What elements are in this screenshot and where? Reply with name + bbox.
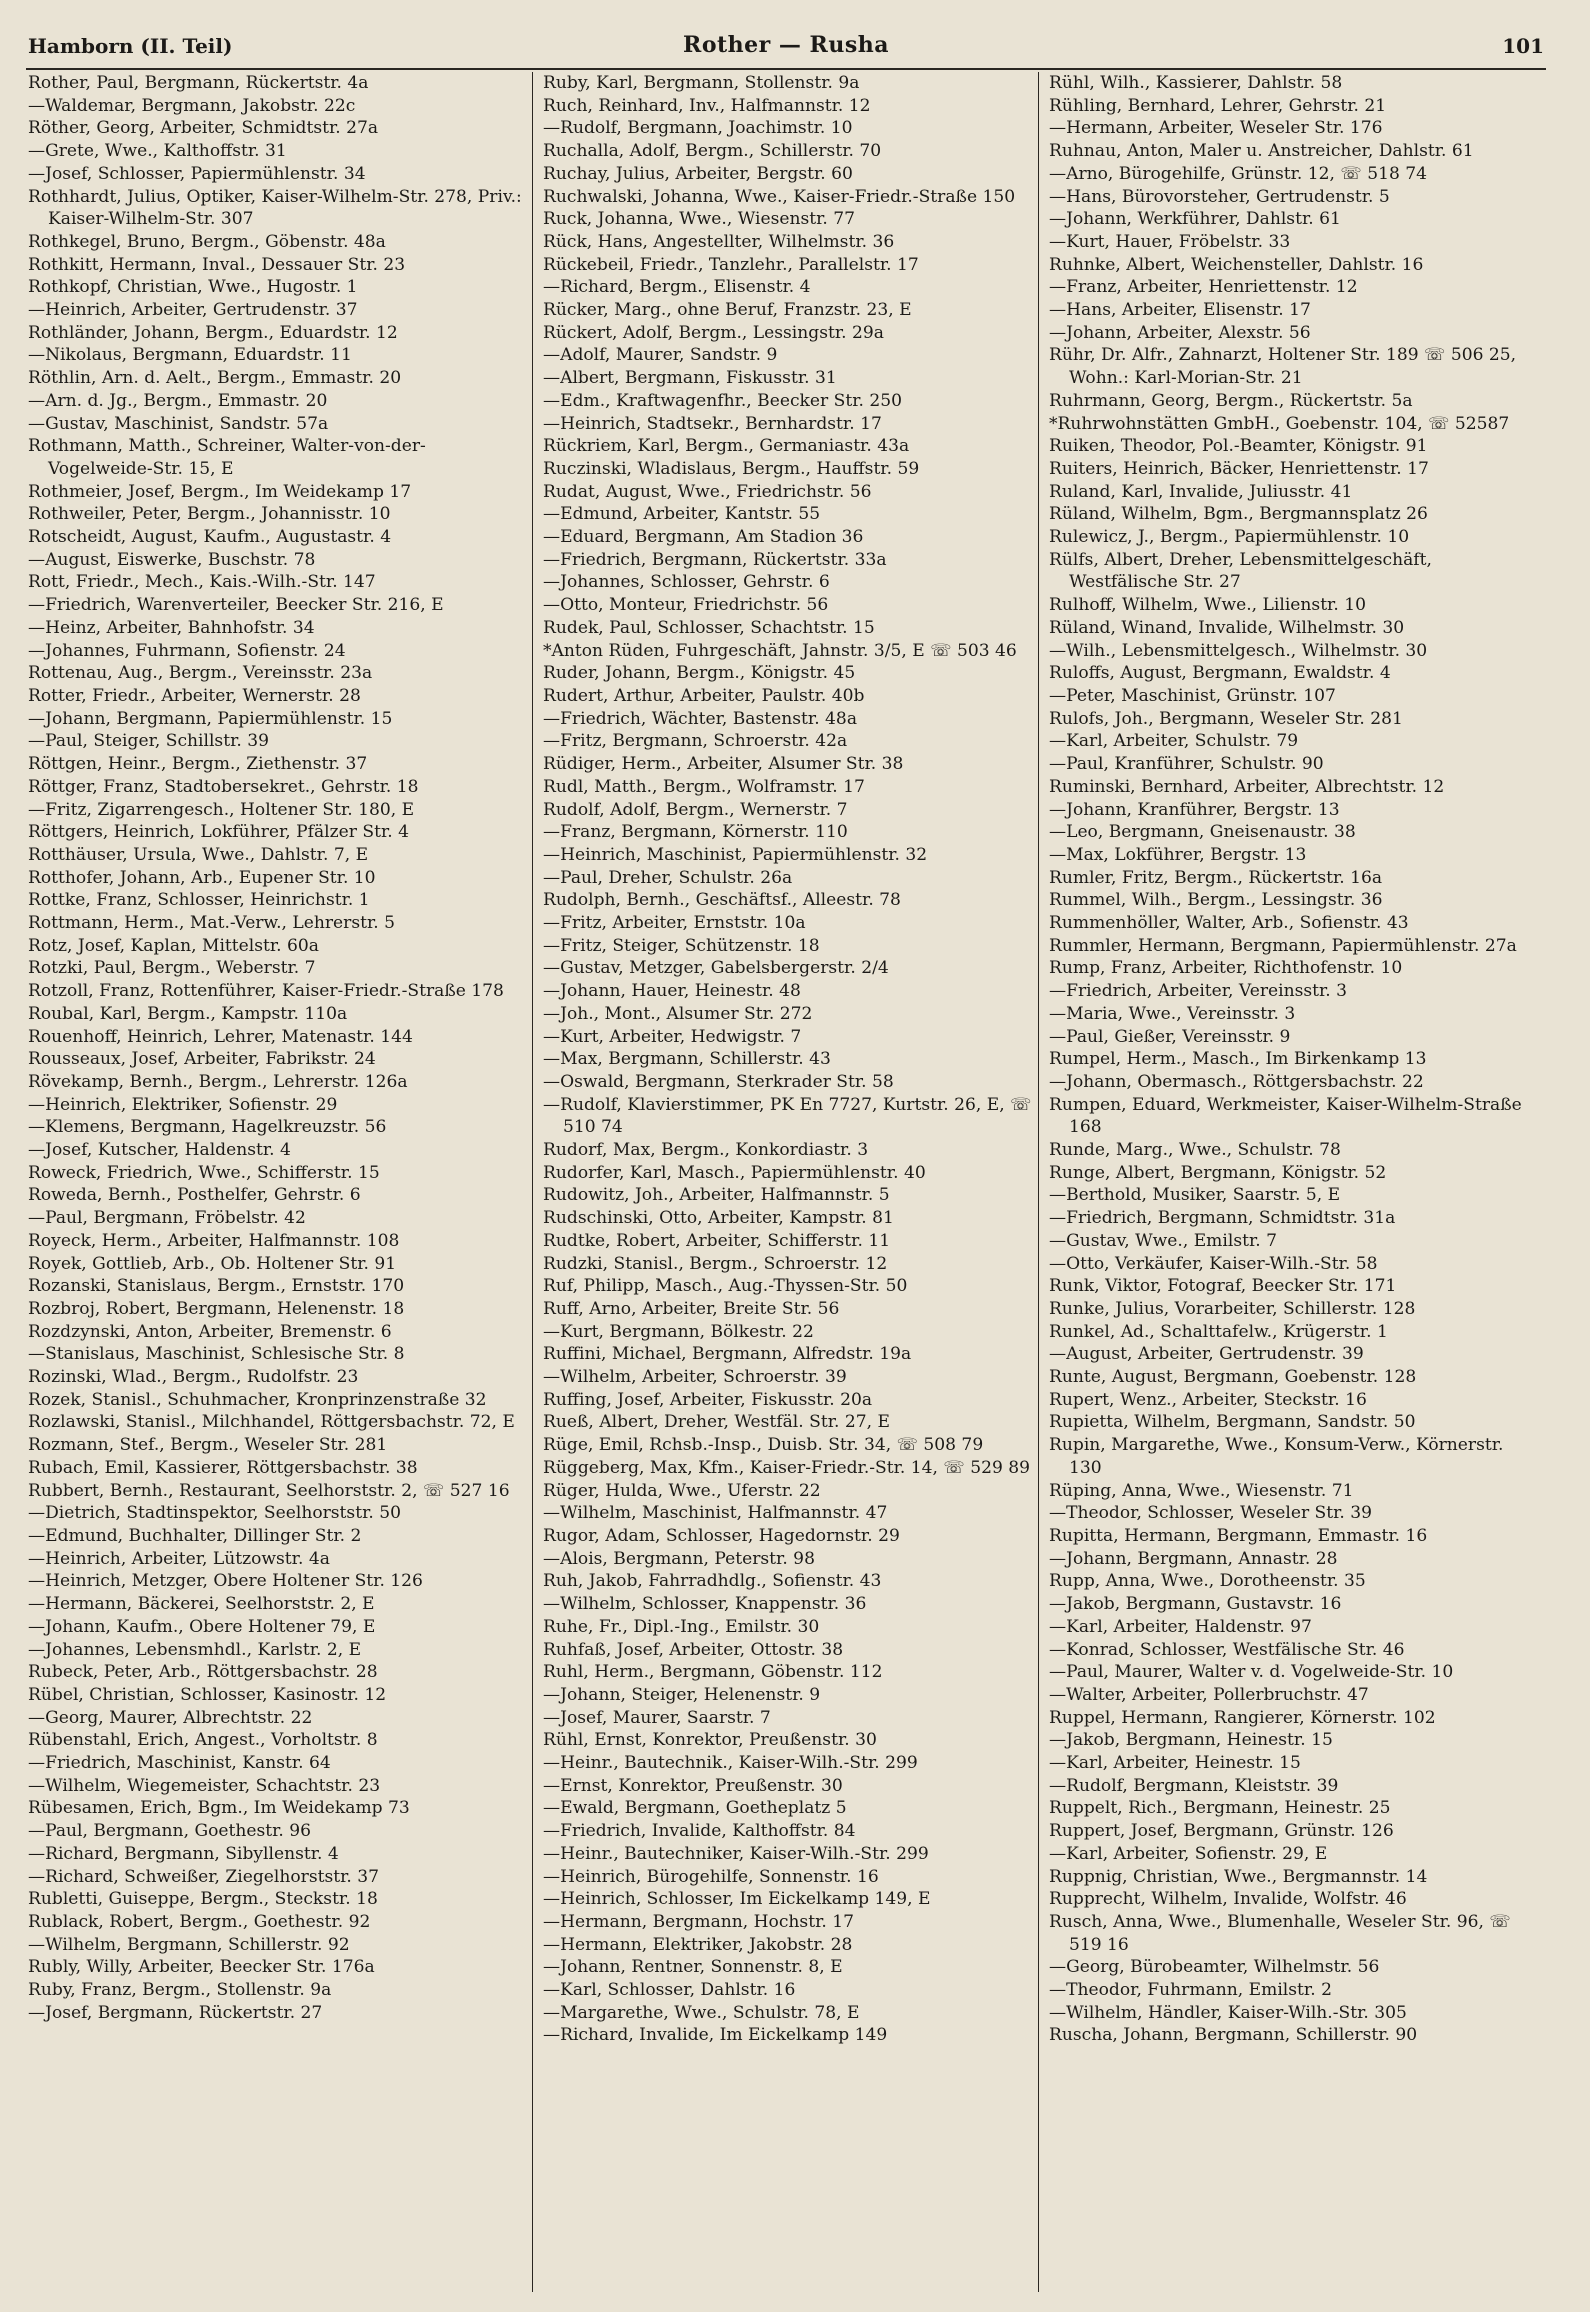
directory-entry: —Karl, Arbeiter, Sofienstr. 29, E <box>1049 1843 1328 1864</box>
directory-entry: —Friedrich, Maschinist, Kanstr. 64 <box>28 1753 331 1774</box>
directory-entry: —Johannes, Fuhrmann, Sofienstr. 24 <box>28 640 346 661</box>
directory-entry: Ruchay, Julius, Arbeiter, Bergstr. 60 <box>543 163 853 184</box>
directory-entry: Rublack, Robert, Bergm., Goethestr. 92 <box>28 1911 371 1932</box>
directory-entry: Ruh, Jakob, Fahrradhdlg., Sofienstr. 43 <box>543 1571 882 1592</box>
page-header <box>26 28 1546 70</box>
directory-entry: Ruppert, Josef, Bergmann, Grünstr. 126 <box>1049 1821 1394 1842</box>
directory-entry: Rüggeberg, Max, Kfm., Kaiser-Friedr.-Str. 14, ☏ 529 89 <box>543 1457 1031 1478</box>
directory-entry: —Friedrich, Arbeiter, Vereinsstr. 3 <box>1049 981 1348 1002</box>
directory-entry: Rudek, Paul, Schlosser, Schachtstr. 15 <box>543 617 875 638</box>
directory-entry: —Otto, Monteur, Friedrichstr. 56 <box>543 595 829 616</box>
directory-entry: —Heinrich, Metzger, Obere Holtener Str. 126 <box>28 1571 423 1592</box>
directory-entry: Rusch, Anna, Wwe., Blumenhalle, Weseler Str. 96, ☏ 519 16 <box>1049 1911 1511 1955</box>
directory-entry: —Friedrich, Invalide, Kalthoffstr. 84 <box>543 1821 856 1842</box>
directory-entry: Rothländer, Johann, Bergm., Eduardstr. 12 <box>28 322 398 343</box>
directory-entry: —Joh., Mont., Alsumer Str. 272 <box>543 1003 813 1024</box>
directory-entry: —Georg, Maurer, Albrechtstr. 22 <box>28 1707 313 1728</box>
directory-entry: Rubletti, Guiseppe, Bergm., Steckstr. 18 <box>28 1889 378 1910</box>
directory-entry: Ruchalla, Adolf, Bergm., Schillerstr. 70 <box>543 141 882 162</box>
directory-entry: Röther, Georg, Arbeiter, Schmidtstr. 27a <box>28 118 379 139</box>
directory-entry: —Albert, Bergmann, Fiskusstr. 31 <box>543 368 837 389</box>
directory-entry: —Max, Bergmann, Schillerstr. 43 <box>543 1049 831 1070</box>
directory-entry: Röttger, Franz, Stadtobersekret., Gehrstr. 18 <box>28 776 419 797</box>
directory-entry: Ruder, Johann, Bergm., Königstr. 45 <box>543 663 856 684</box>
directory-page <box>26 28 1546 2298</box>
directory-entry: —Heinrich, Schlosser, Im Eickelkamp 149, E <box>543 1889 931 1910</box>
directory-entry: Rotscheidt, August, Kaufm., Augustastr. 4 <box>28 527 392 548</box>
directory-entry: —Paul, Steiger, Schillstr. 39 <box>28 731 269 752</box>
directory-entry: Ruscha, Johann, Bergmann, Schillerstr. 90 <box>1049 2025 1418 2046</box>
directory-entry: —Josef, Maurer, Saarstr. 7 <box>543 1707 771 1728</box>
directory-entry: Ruczinski, Wladislaus, Bergm., Hauffstr. 59 <box>543 458 920 479</box>
directory-entry: Rudorfer, Karl, Masch., Papiermühlenstr. 40 <box>543 1162 926 1183</box>
directory-entry: Rozdzynski, Anton, Arbeiter, Bremenstr. 6 <box>28 1321 392 1342</box>
directory-entry: —Heinr., Bautechniker, Kaiser-Wilh.-Str. 299 <box>543 1843 929 1864</box>
directory-entry: —Kurt, Arbeiter, Hedwigstr. 7 <box>543 1026 802 1047</box>
header-name-range: Rother — Rusha <box>683 32 889 58</box>
directory-entry: —Johann, Steiger, Helenenstr. 9 <box>543 1684 821 1705</box>
directory-entry: —Heinrich, Elektriker, Sofienstr. 29 <box>28 1094 338 1115</box>
directory-entry: —Gustav, Metzger, Gabelsbergerstr. 2/4 <box>543 958 889 979</box>
directory-entry: Rummel, Wilh., Bergm., Lessingstr. 36 <box>1049 890 1383 911</box>
directory-entry: —Paul, Bergmann, Fröbelstr. 42 <box>28 1208 306 1229</box>
directory-entry: Rozek, Stanisl., Schuhmacher, Kronprinzenstraße 32 <box>28 1389 487 1410</box>
directory-entry: —Konrad, Schlosser, Westfälische Str. 46 <box>1049 1639 1405 1660</box>
directory-entry: Rothmann, Matth., Schreiner, Walter-von-der-Vogelweide-Str. 15, E <box>28 436 426 479</box>
directory-columns <box>26 72 1546 2292</box>
directory-entry: —Edmund, Buchhalter, Dillinger Str. 2 <box>28 1526 362 1546</box>
directory-entry: Ruffini, Michael, Bergmann, Alfredstr. 19a <box>543 1344 912 1365</box>
directory-entry: Röttgen, Heinr., Bergm., Ziethenstr. 37 <box>28 754 368 775</box>
directory-entry: —Johann, Werkführer, Dahlstr. 61 <box>1049 209 1341 230</box>
directory-entry: Rudl, Matth., Bergm., Wolframstr. 17 <box>543 776 865 797</box>
directory-entry: —Heinrich, Arbeiter, Lützowstr. 4a <box>28 1548 330 1569</box>
directory-entry: —Stanislaus, Maschinist, Schlesische Str. 8 <box>28 1344 405 1365</box>
directory-entry: Roubal, Karl, Bergm., Kampstr. 110a <box>28 1003 348 1024</box>
directory-entry: —Jakob, Bergmann, Gustavstr. 16 <box>1049 1594 1342 1615</box>
directory-entry: —Johann, Rentner, Sonnenstr. 8, E <box>543 1957 843 1978</box>
directory-entry: Rumpen, Eduard, Werkmeister, Kaiser-Wilhelm-Straße 168 <box>1049 1094 1522 1138</box>
directory-entry: —Dietrich, Stadtinspektor, Seelhorststr. 50 <box>28 1503 401 1524</box>
directory-entry: Rudtke, Robert, Arbeiter, Schifferstr. 11 <box>543 1230 891 1251</box>
directory-entry: Rudzki, Stanisl., Bergm., Schroerstr. 12 <box>543 1253 888 1274</box>
directory-entry: Rupietta, Wilhelm, Bergmann, Sandstr. 50 <box>1049 1412 1416 1433</box>
directory-entry: Rückebeil, Friedr., Tanzlehr., Parallelstr. 17 <box>543 254 919 275</box>
directory-entry: —Adolf, Maurer, Sandstr. 9 <box>543 345 778 366</box>
directory-entry: Rothhardt, Julius, Optiker, Kaiser-Wilhelm-Str. 278, Priv.: Kaiser-Wilhelm-Str. 307 <box>28 186 522 230</box>
directory-entry: —Hans, Bürovorsteher, Gertrudenstr. 5 <box>1049 186 1390 207</box>
directory-entry: —Heinrich, Arbeiter, Gertrudenstr. 37 <box>28 300 358 321</box>
directory-entry: Ruhrmann, Georg, Bergm., Rückertstr. 5a <box>1049 390 1413 411</box>
directory-entry: Rott, Friedr., Mech., Kais.-Wilh.-Str. 147 <box>28 572 376 593</box>
directory-entry: —Johann, Hauer, Heinestr. 48 <box>543 981 801 1002</box>
directory-entry: —Josef, Bergmann, Rückertstr. 27 <box>28 2002 323 2023</box>
directory-entry: —Max, Lokführer, Bergstr. 13 <box>1049 844 1307 865</box>
directory-entry: Rotz, Josef, Kaplan, Mittelstr. 60a <box>28 935 319 956</box>
directory-entry: —Karl, Arbeiter, Heinestr. 15 <box>1049 1753 1301 1774</box>
directory-entry: —Hermann, Elektriker, Jakobstr. 28 <box>543 1934 853 1955</box>
directory-entry: —Wilhelm, Bergmann, Schillerstr. 92 <box>28 1934 350 1955</box>
directory-entry: —Johann, Arbeiter, Alexstr. 56 <box>1049 322 1311 343</box>
directory-entry: Rüping, Anna, Wwe., Wiesenstr. 71 <box>1049 1480 1354 1501</box>
directory-entry: Rothkitt, Hermann, Inval., Dessauer Str. 23 <box>28 254 406 275</box>
directory-entry: Röttgers, Heinrich, Lokführer, Pfälzer Str. 4 <box>28 822 409 843</box>
directory-entry: —Theodor, Fuhrmann, Emilstr. 2 <box>1049 1980 1332 2001</box>
directory-entry: Rothweiler, Peter, Bergm., Johannisstr. 10 <box>28 504 391 525</box>
directory-entry: Ruland, Karl, Invalide, Juliusstr. 41 <box>1049 481 1353 502</box>
directory-entry: Rücker, Marg., ohne Beruf, Franzstr. 23, E <box>543 300 912 321</box>
directory-entry: Rupert, Wenz., Arbeiter, Steckstr. 16 <box>1049 1389 1367 1410</box>
directory-entry: Rühling, Bernhard, Lehrer, Gehrstr. 21 <box>1049 95 1387 116</box>
directory-entry: —Friedrich, Warenverteiler, Beecker Str. 216, E <box>28 595 444 616</box>
directory-entry: Rozinski, Wlad., Bergm., Rudolfstr. 23 <box>28 1367 359 1388</box>
directory-entry: —Eduard, Bergmann, Am Stadion 36 <box>543 527 864 548</box>
directory-entry: Rozlawski, Stanisl., Milchhandel, Röttgersbachstr. 72, E <box>28 1412 515 1433</box>
directory-entry: Runk, Viktor, Fotograf, Beecker Str. 171 <box>1049 1276 1397 1297</box>
directory-entry: —Walter, Arbeiter, Pollerbruchstr. 47 <box>1049 1684 1369 1705</box>
column-3 <box>1038 72 1544 2292</box>
directory-entry: Rotzki, Paul, Bergm., Weberstr. 7 <box>28 958 316 979</box>
directory-entry: —Rudolf, Bergmann, Joachimstr. 10 <box>543 118 853 139</box>
directory-entry: —Margarethe, Wwe., Schulstr. 78, E <box>543 2002 860 2023</box>
directory-entry: Rulofs, Joh., Bergmann, Weseler Str. 281 <box>1049 708 1403 729</box>
directory-entry: Rottke, Franz, Schlosser, Heinrichstr. 1 <box>28 890 370 911</box>
directory-entry: —Wilh., Lebensmittelgesch., Wilhelmstr. 30 <box>1049 640 1428 661</box>
directory-entry: Rüdiger, Herm., Arbeiter, Alsumer Str. 38 <box>543 754 904 775</box>
directory-entry: Rothkopf, Christian, Wwe., Hugostr. 1 <box>28 277 358 298</box>
directory-entry: Rozmann, Stef., Bergm., Weseler Str. 281 <box>28 1435 388 1456</box>
directory-entry: —Kurt, Bergmann, Bölkestr. 22 <box>543 1321 814 1342</box>
directory-entry: Rülfs, Albert, Dreher, Lebensmittelgeschäft, Westfälische Str. 27 <box>1049 549 1432 593</box>
directory-entry: —Klemens, Bergmann, Hagelkreuzstr. 56 <box>28 1117 387 1138</box>
directory-entry: Rubly, Willy, Arbeiter, Beecker Str. 176a <box>28 1957 375 1978</box>
directory-entry: Ruf, Philipp, Masch., Aug.-Thyssen-Str. 50 <box>543 1276 908 1297</box>
directory-entry: Rozbroj, Robert, Bergmann, Helenenstr. 18 <box>28 1298 405 1319</box>
directory-entry: *Ruhrwohnstätten GmbH., Goebenstr. 104, ☏ 52587 <box>1049 413 1510 434</box>
directory-entry: Rotthofer, Johann, Arb., Eupener Str. 10 <box>28 867 376 888</box>
directory-entry: Rübesamen, Erich, Bgm., Im Weidekamp 73 <box>28 1798 410 1819</box>
directory-entry: Ruppelt, Rich., Bergmann, Heinestr. 25 <box>1049 1798 1391 1819</box>
directory-entry: Ruby, Karl, Bergmann, Stollenstr. 9a <box>543 73 860 93</box>
directory-entry: —Theodor, Schlosser, Weseler Str. 39 <box>1049 1503 1373 1524</box>
directory-entry: Runke, Julius, Vorarbeiter, Schillerstr. 128 <box>1049 1298 1416 1319</box>
directory-entry: —Friedrich, Bergmann, Rückertstr. 33a <box>543 549 887 570</box>
directory-entry: Ruby, Franz, Bergm., Stollenstr. 9a <box>28 1980 332 2001</box>
directory-entry: Rumler, Fritz, Bergm., Rückertstr. 16a <box>1049 867 1383 888</box>
directory-entry: —Johannes, Schlosser, Gehrstr. 6 <box>543 572 830 593</box>
directory-entry: —Wilhelm, Schlosser, Knappenstr. 36 <box>543 1594 867 1615</box>
directory-entry: —Gustav, Maschinist, Sandstr. 57a <box>28 413 329 434</box>
directory-entry: Ruhnau, Anton, Maler u. Anstreicher, Dahlstr. 61 <box>1049 141 1474 162</box>
directory-entry: Ruhl, Herm., Bergmann, Göbenstr. 112 <box>543 1662 883 1683</box>
directory-entry: Rühr, Dr. Alfr., Zahnarzt, Holtener Str. 189 ☏ 506 25, Wohn.: Karl-Morian-Str. 21 <box>1049 345 1517 389</box>
directory-entry: Rüge, Emil, Rchsb.-Insp., Duisb. Str. 34, ☏ 508 79 <box>543 1435 984 1456</box>
directory-entry: Rudorf, Max, Bergm., Konkordiastr. 3 <box>543 1140 869 1161</box>
directory-entry: —Arn. d. Jg., Bergm., Emmastr. 20 <box>28 390 328 411</box>
directory-entry: Rummenhöller, Walter, Arb., Sofienstr. 43 <box>1049 913 1409 934</box>
directory-entry: Rövekamp, Bernh., Bergm., Lehrerstr. 126a <box>28 1071 408 1092</box>
directory-entry: —Grete, Wwe., Kalthoffstr. 31 <box>28 141 287 162</box>
directory-entry: Rupp, Anna, Wwe., Dorotheenstr. 35 <box>1049 1571 1366 1592</box>
directory-entry: Rumpel, Herm., Masch., Im Birkenkamp 13 <box>1049 1049 1427 1070</box>
directory-entry: Rückriem, Karl, Bergm., Germaniastr. 43a <box>543 436 910 457</box>
directory-entry: Runte, August, Bergmann, Goebenstr. 128 <box>1049 1367 1417 1388</box>
directory-entry: —Arno, Bürogehilfe, Grünstr. 12, ☏ 518 74 <box>1049 163 1428 184</box>
directory-entry: Ruhe, Fr., Dipl.-Ing., Emilstr. 30 <box>543 1616 820 1637</box>
directory-entry: Rudert, Arthur, Arbeiter, Paulstr. 40b <box>543 685 865 706</box>
directory-entry: —Maria, Wwe., Vereinsstr. 3 <box>1049 1003 1296 1024</box>
directory-entry: —Johann, Kranführer, Bergstr. 13 <box>1049 799 1340 820</box>
directory-entry: —Fritz, Arbeiter, Ernststr. 10a <box>543 913 806 934</box>
directory-entry: —Richard, Schweißer, Ziegelhorststr. 37 <box>28 1866 380 1887</box>
directory-entry: —Berthold, Musiker, Saarstr. 5, E <box>1049 1185 1341 1206</box>
directory-entry: Runkel, Ad., Schalttafelw., Krügerstr. 1 <box>1049 1321 1388 1342</box>
directory-entry: —Edm., Kraftwagenfhr., Beecker Str. 250 <box>543 390 902 411</box>
directory-entry: Rühl, Ernst, Konrektor, Preußenstr. 30 <box>543 1730 877 1751</box>
directory-entry: —Hans, Arbeiter, Elisenstr. 17 <box>1049 300 1311 321</box>
directory-entry: —Richard, Invalide, Im Eickelkamp 149 <box>543 2025 888 2046</box>
directory-entry: Rueß, Albert, Dreher, Westfäl. Str. 27, E <box>543 1412 890 1433</box>
directory-entry: Ruck, Johanna, Wwe., Wiesenstr. 77 <box>543 209 856 230</box>
directory-entry: Rüland, Wilhelm, Bgm., Bergmannsplatz 26 <box>1049 504 1428 525</box>
directory-entry: —Friedrich, Bergmann, Schmidtstr. 31a <box>1049 1208 1396 1229</box>
directory-entry: Rump, Franz, Arbeiter, Richthofenstr. 10 <box>1049 958 1403 979</box>
directory-entry: Rupin, Margarethe, Wwe., Konsum-Verw., Körnerstr. 130 <box>1049 1435 1504 1478</box>
directory-entry: —Johannes, Lebensmhdl., Karlstr. 2, E <box>28 1639 362 1660</box>
directory-entry: Rousseaux, Josef, Arbeiter, Fabrikstr. 24 <box>28 1049 376 1070</box>
directory-entry: —Rudolf, Bergmann, Kleiststr. 39 <box>1049 1775 1339 1796</box>
directory-entry: Rottenau, Aug., Bergm., Vereinsstr. 23a <box>28 663 373 684</box>
directory-entry: Rupitta, Hermann, Bergmann, Emmastr. 16 <box>1049 1526 1428 1546</box>
directory-entry: Ruppnig, Christian, Wwe., Bergmannstr. 14 <box>1049 1866 1428 1887</box>
directory-entry: —Nikolaus, Bergmann, Eduardstr. 11 <box>28 345 352 366</box>
directory-entry: Rubeck, Peter, Arb., Röttgersbachstr. 28 <box>28 1662 378 1683</box>
directory-entry: Rupprecht, Wilhelm, Invalide, Wolfstr. 46 <box>1049 1889 1407 1910</box>
directory-entry: Ruff, Arno, Arbeiter, Breite Str. 56 <box>543 1298 840 1319</box>
directory-entry: Rothmeier, Josef, Bergm., Im Weidekamp 17 <box>28 481 412 502</box>
directory-entry: —Johann, Bergmann, Papiermühlenstr. 15 <box>28 708 393 729</box>
directory-entry: —Karl, Arbeiter, Haldenstr. 97 <box>1049 1616 1312 1637</box>
directory-entry: —Heinrich, Maschinist, Papiermühlenstr. 32 <box>543 844 928 865</box>
directory-entry: Rüland, Winand, Invalide, Wilhelmstr. 30 <box>1049 617 1405 638</box>
directory-entry: —Paul, Kranführer, Schulstr. 90 <box>1049 754 1324 775</box>
directory-entry: —Wilhelm, Wiegemeister, Schachtstr. 23 <box>28 1775 381 1796</box>
directory-entry: Ruchwalski, Johanna, Wwe., Kaiser-Friedr.-Straße 150 <box>543 186 1016 207</box>
directory-entry: Ruminski, Bernhard, Arbeiter, Albrechtstr. 12 <box>1049 776 1445 797</box>
directory-entry: Rozanski, Stanislaus, Bergm., Ernststr. 170 <box>28 1276 405 1297</box>
directory-entry: Rübel, Christian, Schlosser, Kasinostr. 12 <box>28 1684 387 1705</box>
directory-entry: —Richard, Bergmann, Sibyllenstr. 4 <box>28 1843 339 1864</box>
directory-entry: —Karl, Arbeiter, Schulstr. 79 <box>1049 731 1299 752</box>
directory-entry: —Kurt, Hauer, Fröbelstr. 33 <box>1049 231 1291 252</box>
directory-entry: —Paul, Bergmann, Goethestr. 96 <box>28 1821 312 1842</box>
directory-entry: Rugor, Adam, Schlosser, Hagedornstr. 29 <box>543 1526 900 1546</box>
directory-entry: —Wilhelm, Händler, Kaiser-Wilh.-Str. 305 <box>1049 2002 1407 2023</box>
column-2 <box>532 72 1038 2292</box>
directory-entry: —Gustav, Wwe., Emilstr. 7 <box>1049 1230 1278 1251</box>
directory-entry: —August, Arbeiter, Gertrudenstr. 39 <box>1049 1344 1364 1365</box>
directory-entry: —Franz, Bergmann, Körnerstr. 110 <box>543 822 848 843</box>
directory-entry: Roweck, Friedrich, Wwe., Schifferstr. 15 <box>28 1162 380 1183</box>
directory-entry: —Johann, Bergmann, Annastr. 28 <box>1049 1548 1338 1569</box>
directory-entry: —Hermann, Arbeiter, Weseler Str. 176 <box>1049 118 1383 139</box>
directory-entry: —Heinrich, Bürogehilfe, Sonnenstr. 16 <box>543 1866 879 1887</box>
directory-entry: —Alois, Bergmann, Peterstr. 98 <box>543 1548 815 1569</box>
directory-entry: —Josef, Schlosser, Papiermühlenstr. 34 <box>28 163 366 184</box>
directory-entry: Rulewicz, J., Bergm., Papiermühlenstr. 10 <box>1049 527 1410 548</box>
directory-entry: —Edmund, Arbeiter, Kantstr. 55 <box>543 504 821 525</box>
page-number: 101 <box>1502 34 1544 58</box>
directory-entry: —Ernst, Konrektor, Preußenstr. 30 <box>543 1775 843 1796</box>
directory-entry: —Heinrich, Stadtsekr., Bernhardstr. 17 <box>543 413 882 434</box>
directory-entry: Röthlin, Arn. d. Aelt., Bergm., Emmastr. 20 <box>28 368 402 389</box>
directory-entry: —Friedrich, Wächter, Bastenstr. 48a <box>543 708 858 729</box>
directory-entry: —Franz, Arbeiter, Henriettenstr. 12 <box>1049 277 1358 298</box>
directory-entry: —Hermann, Bergmann, Hochstr. 17 <box>543 1911 854 1932</box>
directory-entry: —Waldemar, Bergmann, Jakobstr. 22c <box>28 95 356 116</box>
directory-entry: —Fritz, Bergmann, Schroerstr. 42a <box>543 731 848 752</box>
directory-entry: *Anton Rüden, Fuhrgeschäft, Jahnstr. 3/5, E ☏ 503 46 <box>543 640 1017 661</box>
directory-entry: Rotthäuser, Ursula, Wwe., Dahlstr. 7, E <box>28 844 369 865</box>
directory-entry: Rothkegel, Bruno, Bergm., Göbenstr. 48a <box>28 231 386 252</box>
directory-entry: Rüger, Hulda, Wwe., Uferstr. 22 <box>543 1480 821 1501</box>
directory-entry: Ruppel, Hermann, Rangierer, Körnerstr. 102 <box>1049 1707 1436 1728</box>
directory-entry: —Richard, Bergm., Elisenstr. 4 <box>543 277 811 298</box>
header-section-title: Hamborn (II. Teil) <box>28 34 233 58</box>
directory-entry: —Georg, Bürobeamter, Wilhelmstr. 56 <box>1049 1957 1380 1978</box>
directory-entry: Rulhoff, Wilhelm, Wwe., Lilienstr. 10 <box>1049 595 1366 616</box>
directory-entry: —Paul, Gießer, Vereinsstr. 9 <box>1049 1026 1291 1047</box>
directory-entry: Rotzoll, Franz, Rottenführer, Kaiser-Friedr.-Straße 178 <box>28 981 504 1002</box>
directory-entry: —Rudolf, Klavierstimmer, PK En 7727, Kurtstr. 26, E, ☏ 510 74 <box>543 1094 1032 1138</box>
directory-entry: —August, Eiswerke, Buschstr. 78 <box>28 549 316 570</box>
directory-entry: Rübenstahl, Erich, Angest., Vorholtstr. 8 <box>28 1730 378 1751</box>
directory-entry: Rouenhoff, Heinrich, Lehrer, Matenastr. 144 <box>28 1026 413 1047</box>
directory-entry: —Jakob, Bergmann, Heinestr. 15 <box>1049 1730 1333 1751</box>
directory-entry: Rudat, August, Wwe., Friedrichstr. 56 <box>543 481 872 502</box>
directory-entry: —Otto, Verkäufer, Kaiser-Wilh.-Str. 58 <box>1049 1253 1378 1274</box>
directory-entry: Royek, Gottlieb, Arb., Ob. Holtener Str. 91 <box>28 1253 397 1274</box>
directory-entry: Ruloffs, August, Bergmann, Ewaldstr. 4 <box>1049 663 1391 684</box>
directory-entry: —Johann, Kaufm., Obere Holtener 79, E <box>28 1616 376 1637</box>
directory-entry: Rottmann, Herm., Mat.-Verw., Lehrerstr. 5 <box>28 913 395 934</box>
directory-entry: —Fritz, Steiger, Schützenstr. 18 <box>543 935 820 956</box>
directory-entry: Ruch, Reinhard, Inv., Halfmannstr. 12 <box>543 95 871 116</box>
directory-entry: Runde, Marg., Wwe., Schulstr. 78 <box>1049 1140 1341 1161</box>
directory-entry: Royeck, Herm., Arbeiter, Halfmannstr. 108 <box>28 1230 400 1251</box>
directory-entry: Ruffing, Josef, Arbeiter, Fiskusstr. 20a <box>543 1389 873 1410</box>
directory-entry: Rotter, Friedr., Arbeiter, Wernerstr. 28 <box>28 685 361 706</box>
directory-entry: Ruiters, Heinrich, Bäcker, Henriettenstr. 17 <box>1049 458 1429 479</box>
directory-entry: Ruiken, Theodor, Pol.-Beamter, Königstr. 91 <box>1049 436 1428 457</box>
directory-entry: —Wilhelm, Arbeiter, Schroerstr. 39 <box>543 1367 847 1388</box>
directory-entry: —Peter, Maschinist, Grünstr. 107 <box>1049 685 1336 706</box>
directory-entry: —Heinz, Arbeiter, Bahnhofstr. 34 <box>28 617 315 638</box>
directory-entry: —Ewald, Bergmann, Goetheplatz 5 <box>543 1798 847 1819</box>
directory-entry: Rück, Hans, Angestellter, Wilhelmstr. 36 <box>543 231 895 252</box>
directory-entry: Runge, Albert, Bergmann, Königstr. 52 <box>1049 1162 1387 1183</box>
directory-entry: —Karl, Schlosser, Dahlstr. 16 <box>543 1980 796 2001</box>
directory-entry: —Leo, Bergmann, Gneisenaustr. 38 <box>1049 822 1356 843</box>
column-1 <box>26 72 532 2292</box>
directory-entry: Rubach, Emil, Kassierer, Röttgersbachstr. 38 <box>28 1457 418 1478</box>
directory-entry: Rummler, Hermann, Bergmann, Papiermühlenstr. 27a <box>1049 935 1517 956</box>
directory-entry: —Johann, Obermasch., Röttgersbachstr. 22 <box>1049 1071 1424 1092</box>
directory-entry: Rubbert, Bernh., Restaurant, Seelhorststr. 2, ☏ 527 16 <box>28 1480 510 1501</box>
directory-entry: Ruhfaß, Josef, Arbeiter, Ottostr. 38 <box>543 1639 844 1660</box>
directory-entry: Rudowitz, Joh., Arbeiter, Halfmannstr. 5 <box>543 1185 890 1206</box>
directory-entry: Roweda, Bernh., Posthelfer, Gehrstr. 6 <box>28 1185 361 1206</box>
directory-entry: —Fritz, Zigarrengesch., Holtener Str. 180, E <box>28 799 415 820</box>
directory-entry: Rother, Paul, Bergmann, Rückertstr. 4a <box>28 73 369 93</box>
directory-entry: Rudolph, Bernh., Geschäftsf., Alleestr. 78 <box>543 890 901 911</box>
directory-entry: Rückert, Adolf, Bergm., Lessingstr. 29a <box>543 322 884 343</box>
directory-entry: —Heinr., Bautechnik., Kaiser-Wilh.-Str. 299 <box>543 1753 918 1774</box>
directory-entry: —Paul, Maurer, Walter v. d. Vogelweide-Str. 10 <box>1049 1662 1454 1683</box>
directory-entry: —Paul, Dreher, Schulstr. 26a <box>543 867 793 888</box>
directory-entry: Rudschinski, Otto, Arbeiter, Kampstr. 81 <box>543 1208 894 1229</box>
directory-entry: Rudolf, Adolf, Bergm., Wernerstr. 7 <box>543 799 848 820</box>
directory-entry: Rühl, Wilh., Kassierer, Dahlstr. 58 <box>1049 73 1343 93</box>
directory-entry: Ruhnke, Albert, Weichensteller, Dahlstr. 16 <box>1049 254 1424 275</box>
directory-entry: —Josef, Kutscher, Haldenstr. 4 <box>28 1140 291 1161</box>
directory-entry: —Wilhelm, Maschinist, Halfmannstr. 47 <box>543 1503 888 1524</box>
directory-entry: —Oswald, Bergmann, Sterkrader Str. 58 <box>543 1071 894 1092</box>
directory-entry: —Hermann, Bäckerei, Seelhorststr. 2, E <box>28 1594 375 1615</box>
